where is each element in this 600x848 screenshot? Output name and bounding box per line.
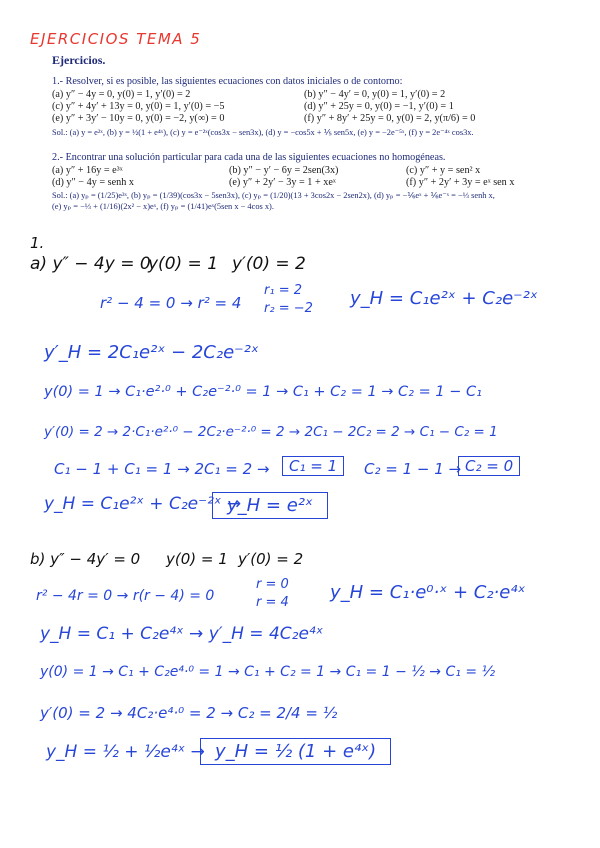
exercise-2-item: (f) y″ + 2y′ + 3y = eˣ sen x bbox=[406, 177, 515, 189]
part-a-step: C₁ − 1 + C₁ = 1 → 2C₁ = 2 → bbox=[54, 460, 270, 478]
part-a-general-solution: y_H = C₁e²ˣ + C₂e⁻²ˣ bbox=[350, 288, 538, 309]
exercise-1-statement: 1.- Resolver, si es posible, las siguientes ecuaciones con datos iniciales o de contorno: bbox=[52, 76, 403, 87]
part-a-condition: y′(0) = 2 bbox=[232, 254, 306, 274]
exercise-1-item: (d) y″ + 25y = 0, y(0) = −1, y′(0) = 1 bbox=[304, 101, 454, 113]
part-b-condition: y(0) = 1 bbox=[166, 550, 228, 568]
part-b-general-solution: y_H = C₁·e⁰·ˣ + C₂·e⁴ˣ bbox=[330, 582, 526, 603]
part-a-condition: y(0) = 1 bbox=[148, 254, 219, 274]
worksheet-title: EJERCICIOS TEMA 5 bbox=[30, 30, 202, 48]
part-a-step: y′(0) = 2 → 2·C₁·e²·⁰ − 2C₂·e⁻²·⁰ = 2 → 2C₁ − 2C₂ = 2 → C₁ − C₂ = 1 bbox=[44, 424, 498, 440]
exercise-2-item: (e) y″ + 2y′ − 3y = 1 + xeˣ bbox=[229, 177, 336, 189]
exercise-1 bbox=[52, 76, 572, 138]
exercise-2-item: (d) y″ − 4y = senh x bbox=[52, 177, 134, 189]
exercise-2-item: (a) y″ + 16y = e³ˣ bbox=[52, 165, 123, 177]
exercise-2-item: (b) y″ − y′ − 6y = 2sen(3x) bbox=[229, 165, 339, 177]
exercise-2 bbox=[52, 152, 572, 212]
exercise-1-solutions: Sol.: (a) y = e²ˣ, (b) y = ½(1 + e⁴ˣ), (c) y = e⁻²ˣ(cos3x − sen3x), (d) y = −cos5x + ⅕ sen5x, (e) y = −2e⁻⁵ˣ, (f) y = 2e⁻⁴ˣ cos3x. bbox=[52, 128, 474, 138]
part-b-equation: b) y″ − 4y′ = 0 bbox=[30, 550, 141, 568]
exercise-1-item: (f) y″ + 8y′ + 25y = 0, y(0) = 2, y(π/6) = 0 bbox=[304, 113, 476, 125]
exercise-1-item: (b) y″ − 4y′ = 0, y(0) = 1, y′(0) = 2 bbox=[304, 89, 446, 101]
exercise-1-item: (a) y″ − 4y = 0, y(0) = 1, y′(0) = 2 bbox=[52, 89, 191, 101]
part-a-final-step: y_H = C₁e²ˣ + C₂e⁻²ˣ → bbox=[44, 494, 242, 514]
exercise-1-item: (c) y″ + 4y′ + 13y = 0, y(0) = 1, y′(0) = −5 bbox=[52, 101, 225, 113]
part-a-step: y(0) = 1 → C₁·e²·⁰ + C₂e⁻²·⁰ = 1 → C₁ + C₂ = 1 → C₂ = 1 − C₁ bbox=[44, 384, 482, 400]
part-b-step: y_H = C₁ + C₂e⁴ˣ → y′_H = 4C₂e⁴ˣ bbox=[40, 624, 324, 644]
part-a-result-box: C₁ = 1 bbox=[282, 456, 344, 476]
part-a-derivative: y′_H = 2C₁e²ˣ − 2C₂e⁻²ˣ bbox=[44, 342, 259, 363]
part-a-step: C₂ = 1 − 1 → bbox=[364, 460, 462, 478]
part-b-final-step: y_H = ½ + ½e⁴ˣ → bbox=[46, 742, 205, 762]
part-a-result-box: C₂ = 0 bbox=[458, 456, 520, 476]
part-a-root: r₁ = 2 bbox=[264, 283, 302, 298]
exercise-2-solutions-line-2: (e) yₚ = −⅓ + (1/16)(2x² − x)eˣ, (f) yₚ = (1/41)eˣ(5sen x − 4cos x). bbox=[52, 202, 274, 212]
section-heading: Ejercicios. bbox=[52, 53, 106, 67]
part-b-root: r = 4 bbox=[256, 595, 289, 610]
exercise-1-item: (e) y″ + 3y′ − 10y = 0, y(0) = −2, y(∞) = 0 bbox=[52, 113, 225, 125]
part-b-condition: y′(0) = 2 bbox=[238, 550, 304, 568]
part-b-step: y′(0) = 2 → 4C₂·e⁴·⁰ = 2 → C₂ = 2/4 = ½ bbox=[40, 704, 338, 722]
part-a-equation: a) y″ − 4y = 0 bbox=[30, 254, 151, 274]
part-a-final-answer: y_H = e²ˣ bbox=[212, 492, 328, 519]
exercise-2-statement: 2.- Encontrar una solución particular para cada una de las siguientes ecuaciones no homogéneas. bbox=[52, 152, 446, 163]
exercise-2-item: (c) y″ + y = sen² x bbox=[406, 165, 481, 177]
part-b-characteristic: r² − 4r = 0 → r(r − 4) = 0 bbox=[36, 588, 215, 604]
part-b-step: y(0) = 1 → C₁ + C₂e⁴·⁰ = 1 → C₁ + C₂ = 1 → C₁ = 1 − ½ → C₁ = ½ bbox=[40, 664, 496, 680]
part-a-characteristic: r² − 4 = 0 → r² = 4 bbox=[100, 294, 242, 312]
exercise-2-solutions-line-1: Sol.: (a) yₚ = (1/25)e³ˣ, (b) yₚ = (1/39)(cos3x − 5sen3x), (c) yₚ = (1/20)(13 + 3cos2x − 2sen2x), (d) yₚ = −⅙eˣ + ⅙e⁻ˣ = −⅓ senh x, bbox=[52, 191, 495, 201]
part-b-root: r = 0 bbox=[256, 577, 289, 592]
part-a-root: r₂ = −2 bbox=[264, 301, 313, 316]
handwritten-number: 1. bbox=[30, 234, 45, 252]
part-b-final-answer: y_H = ½ (1 + e⁴ˣ) bbox=[200, 738, 391, 765]
